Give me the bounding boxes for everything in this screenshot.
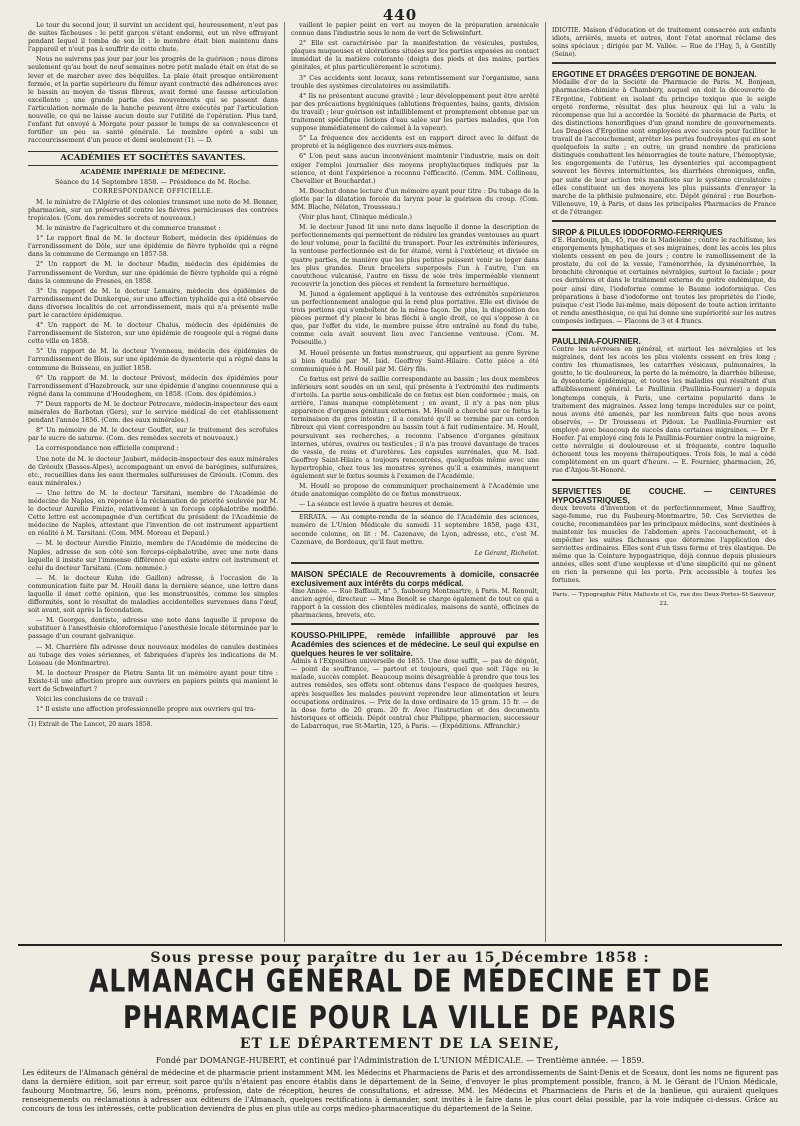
article-columns xyxy=(22,22,782,942)
column-3 xyxy=(546,22,782,942)
paragraph: 3° Un rapport de M. le docteur Lemaire, médecin des épidémies de l'arrondissement de Dunkerque, sur une affection typhoïde qui a été observée dans diverses localités de cet arrondissement, mais qui n'a présenté nulle part le caractère épidémique. xyxy=(28,287,278,319)
manager-signature: Le Gérant, Richelot. xyxy=(474,549,539,557)
paragraph: M. le docteur Junod lit une note dans laquelle il donne la description de perfectionnements qui permettent de réduire les grandes ventouses au quart de leur volume, pour la facilité du transport. Pour les extrémités inférieures, la ventouse perfectionnée est de fer étamé, verni à l'extérieur, et divisée en quatre parties, de manière que les plus petites puissent venir se loger dans les plus grandes. Deux bracelets superposés l'un à l'autre, l'un en caoutchouc vulcanisé, l'autre en tissu de soie très imperméable viennent recouvrir la jonction des pièces et rendent la fermeture hermétique. xyxy=(291,224,539,288)
paragraph: — M. Charrière fils adresse deux nouveaux modèles de canules destinées au tubage des voies sériennes, et fabriquées d'après les indications de M. Loiseau (de Montmartre). xyxy=(28,643,278,667)
paragraph: 1° Il existe une affection professionnelle propre aux ouvriers qui tra- xyxy=(36,706,256,714)
ad-title: SERVIETTES DE COUCHE. — CEINTURES HYPOGASTRIQUES, xyxy=(552,486,776,505)
paragraph: — M. le docteur Kuhn (de Gaillon) adresse, à l'occasion de la communication faite par M. Houël dans la dernière séance, une lettre dans laquelle il émet cette opinion, que les monstruosités, comme les simples difformités, sont le résultat de maladies accidentelles survenues dans l'œuf, soit avant, soit après la fécondation. xyxy=(28,574,278,615)
paragraph: 4° Un rapport de M. le docteur Chalus, médecin des épidémies de l'arrondissement de Sisteron, sur une épidémie de rougeole qui a régné dans cette ville en 1858. xyxy=(28,322,278,346)
intro-paragraph: Le tour du second jour, il survint un accident qui, heureusement, n'eut pas de suites fâcheuses : le petit garçon s'étant endormi, eut un rêve effrayant pendant lequel il tomba de son lit : le membre était bien maintenu dans l'appareil et n'eut pas à souffrir de cette chute. xyxy=(28,22,278,54)
divider xyxy=(291,511,539,512)
ad-text: Médaille d'or de la Société de Pharmacie de Paris. M. Bonjean, pharmacien-chimiste à Chambéry, auquel on doit la découverte de l'Ergotine, l'obtient en isolant du principe toxique que le seigle ergoté renferme, résultat des plus heureux qui lui a valu la récompense que lui a accordée la Société de pharmacie de Paris, et des distinctions honorifiques d'un grand nombre de gouvernements. Les Dragées d'Ergotine sont employées avec succès pour faciliter le travail de l'accouchement, arrêter les pertes foudroyantes qui en sont quelquefois la suite ; en outre, un grand nombre de praticiens distingués combattent les hémorragies de toute nature, l'hémoptysie, les engorgements de l'utérus, les dysenteries qui accompagnent souvent les fièvres intermittentes, les diarrhées chroniques, enfin, par suite de leur action très manifeste sur le système circulatoire ; elles constituent un des moyens les plus puissants d'enrayer la marche de la phthisie pulmonaire, etc. Dépôt général : rue Bourbon-Villeneuve, 19, à Paris, et dans les principales Pharmacies de France et de l'étranger. xyxy=(552,79,776,216)
paragraph: La correspondance non officielle comprend : xyxy=(36,445,179,453)
paragraph: 6° Un rapport de M. le docteur Prévost, médecin des épidémies pour l'arrondissement d'Hazebrouck, sur une épidémie d'angine couenneuse qui a régné dans la commune d'Houdeghem, en 1858. (Com. des épidémies.) xyxy=(28,374,278,398)
correspondence-heading: CORRESPONDANCE OFFICIELLE. xyxy=(92,187,214,195)
paragraph: (Voir plus haut, Clinique médicale.) xyxy=(299,214,412,222)
col1-paragraphs xyxy=(28,199,278,715)
ad-text: d'E. Hardouin, ph., 45, rue de la Madeleine ; contre le rachitisme, les engorgements lymphatiques et ses migraines, dont les accès les plus violents cessent en peu de jours ; contre le ramollissement de la prostate, du col de la vessie, l'aménorrhée, la dysménorrhée, la bronchite chronique et certaines névralgies, surtout le faciale ; pour ces dernières et dans le traitement externe du goitre endémique, du pour ainsi dire, l'iodoforme comme le Baume iodoformique. Ces préparations à base d'iodoforme ont toutes les propriétés de l'iode, puisque c'est l'iode lui-même, mais déposent de toute action irritante et rendu anesthésique, ce qui lui donne une supériorité sur les autres composés iodiques. — Flacons de 3 et 4 francs. xyxy=(552,236,776,325)
paragraph: 2° Elle est caractérisée par la manifestation de vésicules, pustules, plaques muqueuses et ulcérations situées sur les parties exposées au contact immédiat de la matière colorante (doigts des pieds et des mains, parties génitales, et plus particulièrement le scrotum). xyxy=(291,40,539,72)
paragraph: 5° Un rapport de M. le docteur Yvonneau, médecin des épidémies de l'arrondissement de Blois, sur une épidémie de dysenterie qui a régné dans la commune de Boisseau, en juillet 1858. xyxy=(28,348,278,372)
paragraph: M. Junod a également appliqué à la ventouse des extrémités supérieures un perfectionnement analogue qui la rend plus portative. Elle est divisée de trois portions qui s'emboîtent de la même façon. De plus, la disposition des pièces permet d'y placer le bras fléchi à angle droit, ce qui s'oppose à ce que, par l'effet du vide, le membre puisse être entraîné au fond du tube, comme cela avait souvent lieu avec l'ancienne ventouse. (Com. M. Poiseuille.) xyxy=(291,290,539,347)
printer-line: Paris. — Typographie Félix Malteste et Ce, rue des Deux-Portes-St-Sauveur, 22. xyxy=(552,589,776,607)
paragraph: 5° La fréquence des accidents est en rapport direct avec le défaut de propreté et la négligence des ouvriers eux-mêmes. xyxy=(291,135,539,151)
paragraph: — M. le docteur Aurelio Finizio, membre de l'Académie de médecine de Naples, adresse de son côté son forceps-céphalotribe, avec une note dans laquelle il insiste sur l'immense différence qui existe entre cet instrument et celui du docteur Tarsitani. (Com. nommée.) xyxy=(28,540,278,572)
paragraph: 3° Ces accidents sont locaux, sans retentissement sur l'organisme, sans trouble des systèmes circulatoires ou assimilatifs. xyxy=(291,74,539,90)
paragraph: — M. Georges, dentiste, adresse une note dans laquelle il propose de substituer à l'anesthésie chloroformique l'anesthésie locale déterminée par le passage d'un courant galvanique. xyxy=(28,617,278,641)
ad-text: 4me Année. — Rue Baffault, n° 5, faubourg Montmartre, à Paris. M. Renoult, ancien agréé, directeur. — Mme Benoît se charge également de tout ce qui a rapport à la cession des clientèles médicales, maisons de santé, officines de pharmaciens, brevets, etc. xyxy=(291,587,539,620)
column-1 xyxy=(22,22,284,942)
paragraph: Une note de M. le docteur Jaubert, médecin-inspecteur des eaux minérales de Gréoulx (Basses-Alpes), accompagnant un envoi de barégines, sulfuraires, etc., recueillies dans les eaux thermales sulfureuses de Gréoulx. (Comm. des eaux minérales.) xyxy=(28,455,278,487)
ad-title: KOUSSO-PHILIPPE, remède infaillible approuvé par les Académies des sciences et de médecine. Le seul qui expulse en quelques heures le ver solitaire. xyxy=(291,631,539,659)
ad-text: Contre les névroses en général, et surtout les névralgies et les migraines, dont les accès les plus violents cessent en très long ; contre les rhumatismes, les catarrhes vésicaux, pulmonaires, la goutte, le tic douloureux, la perte de la mémoire, la diarrhée bilieuse, la dysenterie épidémique, et toutes les maladies qui résultent d'un affaiblissement général. Le Paullinia (Paullinia-Fournier) a depuis longtemps conquis, à Paris, une certaine popularité dans le traitement des migraines. Assez long temps incrédules sur ce point, nous avons été amenés, par les nombreux faits que nous avons observés, — Dr Trousseau et Pidoux. Le Paullinia-Fournier est employé avec beaucoup de succès dans certaines migraines. — Dr F. Hoefer. J'ai employé cinq fois le Paullinia-Fournier contre la migraine, cette névralgie si douloureuse et si fréquente, contre laquelle échouent tous les moyens thérapeutiques. Trois fois, le mal a cédé complètement en un quart d'heure. — E. Fournier, pharmacien, 26, rue d'Anjou-St-Honoré. xyxy=(552,346,776,475)
almanach-subtitle: ET LE DÉPARTEMENT DE LA SEINE, xyxy=(239,1036,561,1052)
ad-serviettes xyxy=(552,479,776,586)
paragraph: 1° Le rapport final de M. le docteur Robert, médecin des épidémies de l'arrondissement de Dôle, sur une épidémie de fièvre typhoïde qui a régné dans la commune de Cermange en 1857-58. xyxy=(28,235,278,259)
paragraph: 4° Ils ne présentent aucune gravité ; leur développement peut être arrêté par des précautions hygiéniques (ablutions fréquentes, bains, gants, division du travail) ; leur guérison est infailliblement et promptement obtenue par un traitement spécifique (lotions d'eau salée sur les parties malades, que l'on suppose immédiatement de calomel à la vapeur). xyxy=(291,92,539,133)
page-number: 440 xyxy=(382,6,418,24)
errata: ERRATA. — Au compte-rendu de la séance de l'Académie des sciences, numéro de L'Union Médicale du samedi 11 septembre 1858, page 431, seconde colonne, on lit : M. Cazenave, de Lyon, adresse, etc., c'est M. Cazenave, de Bordeaux, qu'il faut mettre. xyxy=(291,514,539,546)
paragraph: vaillent le papier peint en vert au moyen de la préparation arsenicale connue dans l'industrie sous le nom de vert de Schweinfurt. xyxy=(291,22,539,38)
almanach-founded: Fondé par DOMANGE-HUBERT, et continué par l'Administration de L'UNION MÉDICALE. — Trentième année. — 1859. xyxy=(155,1056,645,1065)
ad-ergotine xyxy=(552,62,776,217)
academy-title: ACADÉMIE IMPÉRIALE DE MÉDECINE. xyxy=(80,167,226,176)
ad-text: deux brevets d'invention et de perfectionnement, Mme Sauffroy, sage-femme, rue du Faubourg-Montmartre, 50. Ces Serviettes de couche, recommandées par les principaux médecins, sont destinées à maintenir les muscles de l'abdomen après l'accouchement, et à empêcher les suites fâcheuses que détermine l'application des serviettes ordinaires. Elles sont d'un tissu ferme et très élastique. De même que la Ceinture hypogastrique, déjà connue depuis plusieurs années, elles sont d'une souplesse et d'une simplicité qui ne gênent en rien la personne qui les porte. Prix accessible à toutes les fortunes. xyxy=(552,504,776,585)
paragraph: — La séance est levée à quatre heures et demie. xyxy=(299,501,454,509)
ad-kousso xyxy=(291,623,539,731)
session-line: Séance du 14 Septembre 1858. — Présidence de M. Roche. xyxy=(54,177,252,186)
paragraph: M. le ministre de l'Algérie et des colonies transmet une note de M. Benner, pharmacien, sur un préservatif contre les fièvres pernicieuses des contrées tropicales. (Com. des remèdes secrets et nouveaux.) xyxy=(28,198,278,222)
ad-maison-speciale xyxy=(291,562,539,620)
paragraph: 8° Un mémoire de M. le docteur Gouffet, sur le traitement des scrofules par le sucre de saturne. (Com. des remèdes secrets et nouveaux.) xyxy=(28,427,278,443)
ad-title: MAISON SPÉCIALE de Recouvrements à domicile, consacrée exclusivement aux intérêts du corps médical. xyxy=(291,569,539,588)
footnote: (1) Extrait de The Lancet, 20 mars 1858. xyxy=(28,718,278,729)
ad-idiotie xyxy=(552,25,776,59)
col2-paragraphs xyxy=(291,22,539,509)
announcement-rule xyxy=(18,944,782,946)
paragraph: Voici les conclusions de ce travail : xyxy=(36,696,148,704)
column-2 xyxy=(284,22,546,942)
ad-text: IDIOTIE. Maison d'éducation et de traitement consacrée aux enfants idiots, arriérés, muets et autres, dont l'état anormal réclame des soins spéciaux ; dirigée par M. Vallée. — Rue de l'Hay, 5, à Gentilly (Seine). xyxy=(552,27,776,59)
paragraph: — Une lettre de M. le docteur Tarsitani, membre de l'Académie de médecine de Naples, en réponse à la réclamation de priorité soulevée par M. le docteur Aurelio Finizio, relativement à un forceps céphalotribe modifié. Cette lettre est accompagnée d'un certificat du président de l'Académie de médecine de Naples, attestant que l'invention de cet instrument appartient en réalité à M. Tarsitani. (Com. MM. Moreau et Depaul.) xyxy=(28,489,278,538)
paragraph: M. Houel présente un fœtus monstrueux, qui appartient au genre Syrène si bien étudié par M. Isid. Geoffroy Saint-Hilaire. Cette pièce a été communiquée à M. Houël par M. Géry fils. xyxy=(291,349,539,373)
paragraph: 7° Deux rapports de M. le docteur Petrecave, médecin-inspecteur des eaux minérales de Barbotan (Gers), sur le service médical de cet établissement pendant l'année 1856. (Com. des eaux minérales.) xyxy=(28,400,278,425)
ad-paullinia xyxy=(552,329,776,476)
intro-paragraph: Nous ne suivrons pas jour par jour les progrès de la guérison ; nous dirons seulement qu'au bout de neuf semaines notre petit malade était en état de se lever et de marcher avec des béquilles. La plaie était presque entièrement fermée, et la partie supérieure du fémur ayant contracté des adhérences avec le bassin au moyen de tissus fibreux, avait formé une fausse articulation excellente ; une grande partie des mouvements qui se passent dans l'articulation normale de la hanche peuvent être exécutés par l'articulation nouvelle, ce qui ne laisse aucun doute sur l'utilité de l'opération. Plus tard, l'enfant fut envoyé à Morgate pour passer le temps de sa convalescence et fortifier un peu sa santé générale. Le membre opéré a subi un raccourcissement d'un pouce et demi seulement (1). — D. xyxy=(28,56,278,145)
almanach-title: ALMANACH GÉNÉRAL DE MÉDECINE ET DE PHARMACIE POUR LA VILLE DE PARIS xyxy=(89,962,711,1036)
announcement-line: Sous presse pour paraître du 1er au 15 Décembre 1858 : xyxy=(150,950,650,966)
paragraph: 2° Un rapport de M. le docteur Madin, médecin des épidémies de l'arrondissement de Verdun, sur une épidémie de fièvre typhoïde qui a régné dans la commune de Fresnes, en 1858. xyxy=(28,261,278,285)
paragraph: M. le docteur Prosper de Pietra Santa lit un mémoire ayant pour titre : Existe-t-il une affection propre aux ouvriers en papiers peints qui manient le vert de Schweinfurt ? xyxy=(28,669,278,694)
ad-title: PAULLINIA-FOURNIER. xyxy=(552,337,641,346)
ad-title: SIROP & PILULES IODOFORMO-FERRIQUES xyxy=(552,227,723,237)
paragraph: M. Houël se propose de communiquer prochainement à l'Académie une étude anatomique complète de ce fœtus monstrueux. xyxy=(291,483,539,499)
ad-text: Admis à l'Exposition universelle de 1855. Une dose suffit, — pas de dégoût, — point de souffrance, — partout et toujours, quel que soit l'âge ou le malade, succès complet. Beaucoup moins désagréable à prendre que tous les autres remèdes, ses effets sont obtenus dans l'espace de quelques heures, après lesquelles les malades peuvent reprendre leur alimentation et leurs occupations ordinaires. — Prix de la dose ordinaire de 15 gram. 15 fr. — de la dose forte de 20 gram. 20 fr. Avec l'instruction et des documents historiques et officiels. Dépôt central chez Philippe, pharmacien, successeur de Labarraque, rue St-Martin, 125, à Paris. — (Expéditions. Affranchir.) xyxy=(291,658,539,730)
section-title: ACADÉMIES ET SOCIÉTÉS SAVANTES. xyxy=(28,151,278,165)
almanach-announcement xyxy=(18,950,782,1114)
paragraph: Ce fœtus est privé de saillie correspondante au bassin ; les deux membres inférieurs sont soudés en un seul, qui présente à l'extrémité des rudiments d'orteils. La partie sous-ombilicale de ce fœtus est bien conformée ; mais, on arrière, l'anus manque complètement ; en avant, il n'y a pas non plus apparence d'organes génitaux externes. M. Houël a cherché sur ce fœtus la terminaison du gros intestin ; il a constaté qu'il se termine par un cordon fibreux qui vient correspondre au bassin tout à fait rudimentaire. M. Houël, poursuivant ses recherches, a reconnu l'absence d'organes génitaux internes, utérus, ovaires ou testicules ; il n'a pas trouvé davantage de traces de vessie, de reins et d'uretères. Les capsules surrénales, que M. Isid. Geoffroy Saint-Hilaire a toujours rencontrées, quelquefois même avec une hypertrophie, chez tous les monstres syrènes qu'il a examinés, manquent également sur le fœtus soumis à l'examen de l'Académie. xyxy=(291,375,539,480)
paragraph: M. Bouchut donne lecture d'un mémoire ayant pour titre : Du tubage de la glotte par la dilatation forcée du larynx pour la guérison du croup. (Com. MM. Blache, Nélaton, Trousseau.) xyxy=(291,187,539,211)
paragraph: M. le ministre de l'agriculture et du commerce transmet : xyxy=(36,225,221,233)
almanach-body: Les éditeurs de l'Almanach général de médecine et de pharmacie prient instamment MM. les Médecins et Pharmaciens de Paris et des arrondissements de Saint-Denis et de Sceaux, dont les noms ne figurent pas dans la dernière édition, soit par erreur, soit parce qu'ils n'étaient pas encore établis dans le département de la Seine, d'envoyer le plus promptement possible, franco, à M. le Gérant de l'Union Médicale, faubourg Montmartre, 56, leurs nom, prénoms, profession, date de réception, heures de consultations, et adresse. MM. les Médecins et Pharmaciens de Paris et de la banlieue, qui auraient quelques renseignements ou réclamations à adresser aux éditeurs de l'Almanach, quelques rectifications à demander, sont invités à le faire dans le plus court délai possible, par la voie indiquée ci-dessus. Grâce au concours de tous les intéressés, cette publication deviendra de plus en plus utile au corps médico-pharmaceutique du département de la Seine. xyxy=(22,1069,778,1113)
ad-sirop xyxy=(552,220,776,326)
ad-title: ERGOTINE ET DRAGÉES D'ERGOTINE DE BONJEAN. xyxy=(552,70,757,80)
paragraph: 6° L'on peut sans aucun inconvénient maintenir l'industrie, mais on doit exiger l'emploi journalier des moyens prophylactiques indiqués par la science, et dont l'expérience a reconnu l'efficacité. (Comm. MM. Collineau, Chevallier et Bouchardat.) xyxy=(291,153,539,185)
